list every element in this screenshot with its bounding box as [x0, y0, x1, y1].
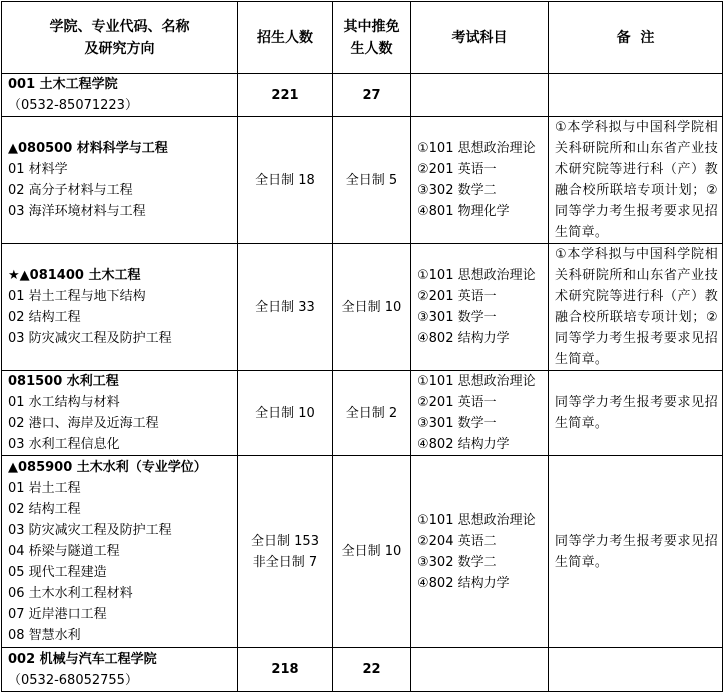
college-note-empty — [549, 648, 723, 692]
major-exams — [411, 371, 549, 456]
major-cell — [2, 456, 238, 648]
college-cell — [2, 648, 238, 692]
direction-item: 01 岩土工程 — [8, 481, 81, 496]
major-title: ▲080500 材料科学与工程 — [8, 141, 168, 156]
major-enroll: 全日制 33 — [238, 244, 333, 371]
college-row — [2, 648, 723, 692]
college-exempt: 27 — [333, 74, 411, 117]
direction-item: 02 港口、海岸及近海工程 — [8, 416, 159, 431]
direction-item: 08 智慧水利 — [8, 628, 81, 643]
header-note: 备 注 — [549, 2, 723, 74]
major-row — [2, 456, 723, 648]
major-row — [2, 244, 723, 371]
exam-item: ②201 英语一 — [417, 395, 497, 410]
header-major: 学院、专业代码、名称 及研究方向 — [2, 2, 238, 74]
major-exempt: 全日制 10 — [333, 456, 411, 648]
major-title: ▲085900 土木水利（专业学位） — [8, 460, 207, 475]
direction-item: 04 桥梁与隧道工程 — [8, 544, 120, 559]
direction-item: 03 海洋环境材料与工程 — [8, 204, 146, 219]
college-enroll: 218 — [238, 648, 333, 692]
direction-item: 02 结构工程 — [8, 502, 81, 517]
exam-item: ①101 思想政治理论 — [417, 374, 536, 389]
major-exams — [411, 244, 549, 371]
enrollment-table — [1, 1, 723, 692]
direction-item: 03 防灾减灾工程及防护工程 — [8, 523, 172, 538]
major-row — [2, 117, 723, 244]
exam-item: ④802 结构力学 — [417, 575, 510, 591]
college-note-empty — [549, 74, 723, 117]
major-cell — [2, 371, 238, 456]
college-exam-empty — [411, 648, 549, 692]
direction-item: 05 现代工程建造 — [8, 565, 107, 580]
major-exempt: 全日制 5 — [333, 117, 411, 244]
exam-item: ①101 思想政治理论 — [417, 512, 536, 528]
direction-item: 01 岩土工程与地下结构 — [8, 289, 146, 304]
major-note: ①本学科拟与中国科学院相关科研院所和山东省产业技术研究院等进行科（产）教融合校所联培专项计划；②同等学力考生报考要求见招生简章。 — [549, 244, 723, 371]
exam-item: ②201 英语一 — [417, 162, 497, 177]
major-enroll: 全日制 153 非全日制 7 — [238, 456, 333, 648]
direction-item: 06 土木水利工程材料 — [8, 586, 133, 601]
header-exam: 考试科目 — [411, 2, 549, 74]
college-exam-empty — [411, 74, 549, 117]
exam-item: ④802 结构力学 — [417, 437, 510, 452]
major-cell — [2, 244, 238, 371]
major-exempt: 全日制 10 — [333, 244, 411, 371]
major-exams — [411, 456, 549, 648]
exam-item: ②204 英语二 — [417, 533, 497, 549]
direction-item: 07 近岸港口工程 — [8, 607, 107, 622]
exam-item: ④801 物理化学 — [417, 204, 510, 219]
header-enroll: 招生人数 — [238, 2, 333, 74]
major-cell — [2, 117, 238, 244]
direction-item: 02 高分子材料与工程 — [8, 183, 133, 198]
exam-item: ③301 数学一 — [417, 310, 497, 325]
direction-item: 02 结构工程 — [8, 310, 81, 325]
major-enroll: 全日制 18 — [238, 117, 333, 244]
college-cell — [2, 74, 238, 117]
major-enroll: 全日制 10 — [238, 371, 333, 456]
major-note: ①本学科拟与中国科学院相关科研院所和山东省产业技术研究院等进行科（产）教融合校所联培专项计划；②同等学力考生报考要求见招生简章。 — [549, 117, 723, 244]
major-row — [2, 371, 723, 456]
header-exempt: 其中推免 生人数 — [333, 2, 411, 74]
exam-item: ③302 数学二 — [417, 554, 497, 570]
major-note: 同等学力考生报考要求见招生简章。 — [549, 371, 723, 456]
exam-item: ④802 结构力学 — [417, 331, 510, 346]
exam-item: ③301 数学一 — [417, 416, 497, 431]
header-row — [2, 2, 723, 74]
college-phone: （0532-68052755） — [8, 672, 138, 688]
direction-item: 03 防灾减灾工程及防护工程 — [8, 331, 172, 346]
major-exams — [411, 117, 549, 244]
direction-item: 01 材料学 — [8, 162, 68, 177]
exam-item: ③302 数学二 — [417, 183, 497, 198]
exam-item: ①101 思想政治理论 — [417, 141, 536, 156]
exam-item: ①101 思想政治理论 — [417, 268, 536, 283]
major-exempt: 全日制 2 — [333, 371, 411, 456]
major-title: 081500 水利工程 — [8, 374, 119, 389]
exam-item: ②201 英语一 — [417, 289, 497, 304]
major-title: ★▲081400 土木工程 — [8, 268, 141, 283]
college-title: 001 土木工程学院 — [8, 77, 118, 92]
college-enroll: 221 — [238, 74, 333, 117]
college-exempt: 22 — [333, 648, 411, 692]
major-note: 同等学力考生报考要求见招生简章。 — [549, 456, 723, 648]
direction-item: 03 水利工程信息化 — [8, 437, 120, 452]
college-title: 002 机械与汽车工程学院 — [8, 651, 157, 667]
college-row — [2, 74, 723, 117]
direction-item: 01 水工结构与材料 — [8, 395, 120, 410]
college-phone: （0532-85071223） — [8, 98, 138, 113]
